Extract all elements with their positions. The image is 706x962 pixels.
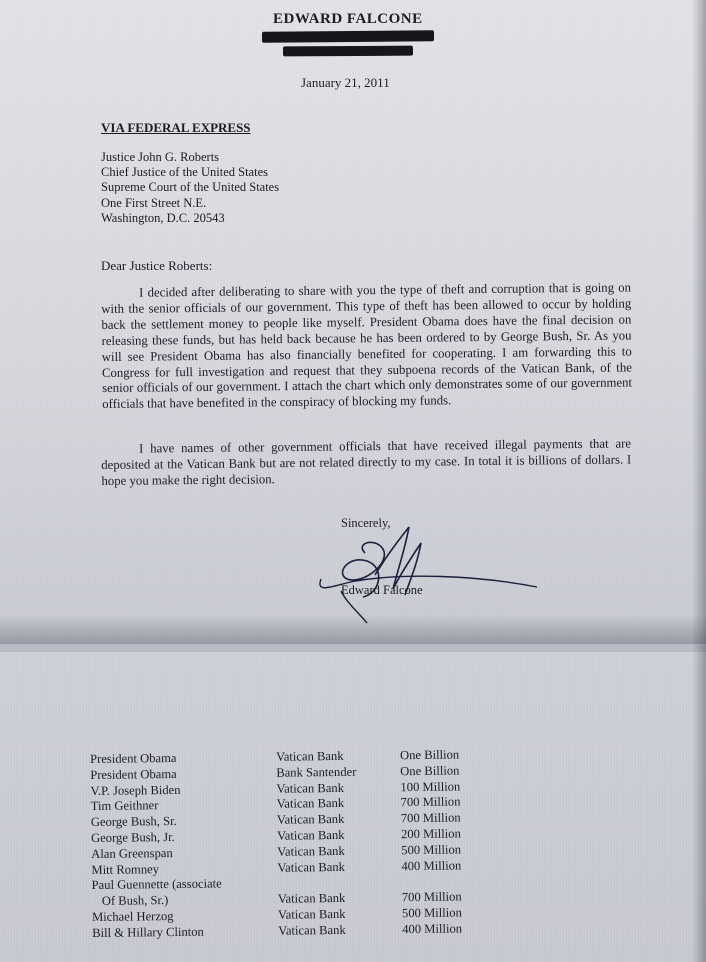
redaction-bar [262, 30, 434, 43]
official-name-cell: Bill & Hillary Clinton [92, 924, 204, 940]
official-name-cell: President Obama [90, 766, 177, 782]
official-name-cell: Alan Greenspan [91, 845, 173, 861]
amount-cell: 200 Million [400, 826, 461, 842]
signer-name: Edward Falcone [341, 583, 423, 597]
bank-cell: Vatican Bank [276, 796, 345, 812]
official-name-cell: Mitt Romney [91, 861, 160, 877]
address-line: Supreme Court of the United States [101, 180, 280, 195]
official-name-cell: George Bush, Sr. [90, 814, 177, 830]
redaction-bar [283, 46, 413, 57]
official-name-cell: V.P. Joseph Biden [90, 782, 181, 798]
bank-cell [278, 875, 402, 892]
amount-cell: 100 Million [400, 779, 461, 794]
closing: Sincerely, [341, 516, 391, 530]
official-name-cell: Michael Herzog [91, 908, 174, 924]
official-name-cell: George Bush, Jr. [90, 829, 175, 845]
address-line: Chief Justice of the United States [101, 165, 268, 180]
bank-cell: Bank Santender [276, 764, 357, 780]
body-paragraph: I decided after deliberating to share with you the type of theft and corruption that is going on with the senior officials of our government. This type of theft has been allowed to occur by holding back the settlement money to people like myself. President Obama does have the final decision on releasing these funds, but has held back because he has been ordered to by George Bush, Sr. As you will see President Obama has also financially benefited for cooperating. I am forwarding this to Congress for full investigation and request that they subpoena records of the Vatican Bank, of the senior officials of our government. I attach the chart which only demonstrates some of our government officials that have benefited in the conspiracy of blocking my funds. [101, 280, 633, 412]
bank-cell: Vatican Bank [277, 859, 346, 875]
official-name-cell: Tim Geithner [90, 798, 159, 814]
address-line: One First Street N.E. [101, 195, 207, 210]
amount-cell [402, 873, 492, 890]
amount-cell: 400 Million [401, 858, 462, 873]
address-line: Justice John G. Roberts [101, 150, 220, 164]
amount-cell: 700 Million [400, 794, 461, 810]
letterhead-name: EDWARD FALCONE [273, 11, 423, 27]
bank-cell: Vatican Bank [276, 812, 345, 827]
bank-cell: Vatican Bank [276, 827, 345, 843]
bank-cell: Vatican Bank [276, 780, 345, 796]
bank-cell: Vatican Bank [277, 891, 346, 906]
official-name-cell: President Obama [90, 750, 177, 766]
amount-cell: One Billion [399, 747, 460, 763]
bank-cell: Vatican Bank [277, 906, 346, 922]
handwritten-signature [305, 515, 545, 625]
body-paragraph: I have names of other government officials that have received illegal payments that are deposited at the Vatican Bank but are not related directly to my case. In total it is billions of dollars. I hope you make the right decision. [101, 436, 632, 488]
amount-cell: 700 Million [400, 810, 461, 826]
payments-table [90, 747, 492, 941]
amount-cell: 500 Million [401, 842, 462, 857]
amount-cell: One Billion [400, 763, 460, 779]
official-name-cell: Of Bush, Sr.) [101, 893, 169, 909]
amount-cell: 500 Million [401, 905, 462, 921]
salutation: Dear Justice Roberts: [101, 258, 213, 273]
address-line: Washington, D.C. 20543 [101, 210, 225, 225]
page-edge-shadow [692, 0, 706, 962]
official-name-cell: Paul Guennette (associate [91, 876, 222, 893]
amount-cell: 400 Million [402, 921, 463, 936]
recipient-address [101, 150, 279, 226]
delivery-method: VIA FEDERAL EXPRESS [101, 120, 251, 135]
chart-page [0, 652, 706, 962]
bank-cell: Vatican Bank [275, 748, 344, 764]
bank-cell: Vatican Bank [277, 843, 345, 859]
bank-cell: Vatican Bank [278, 922, 346, 938]
amount-cell: 700 Million [401, 889, 462, 905]
letter-date: January 21, 2011 [301, 75, 390, 90]
